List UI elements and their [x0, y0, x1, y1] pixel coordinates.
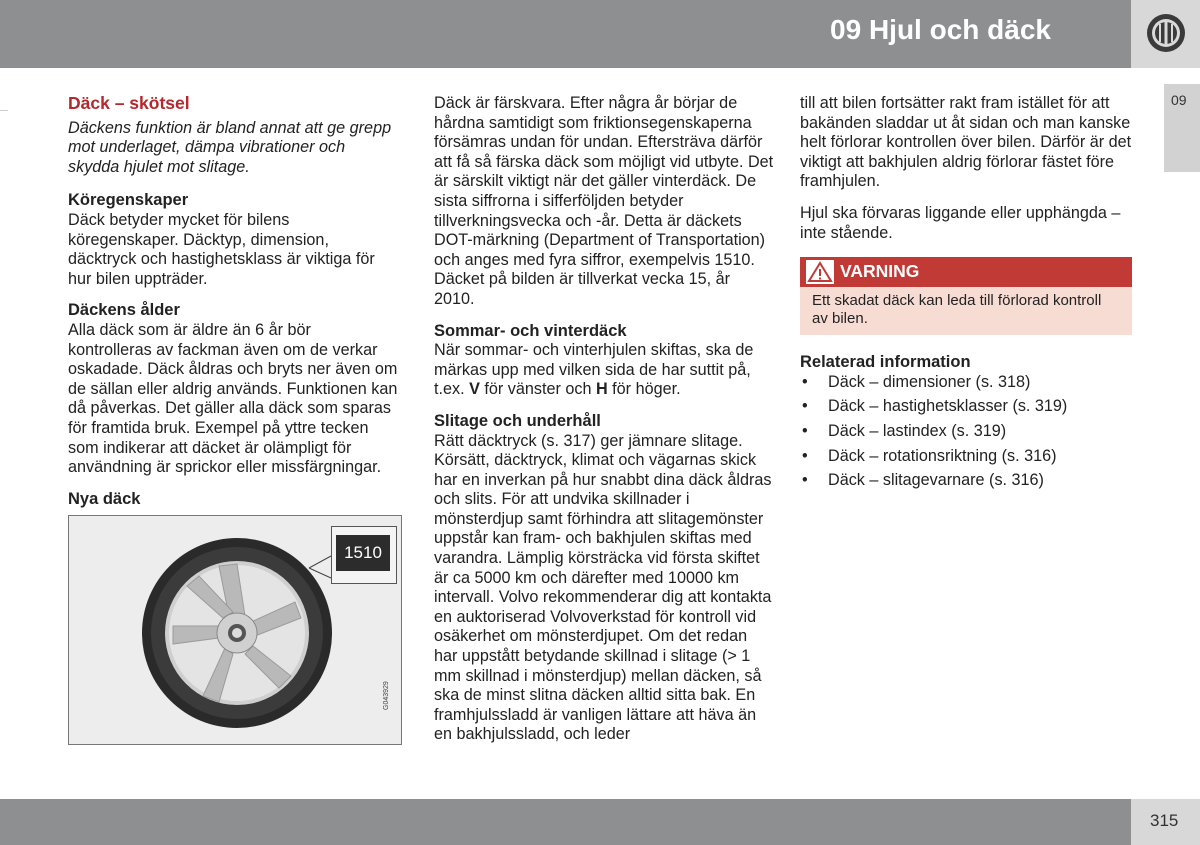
related-info-heading: Relaterad information	[800, 353, 971, 372]
warning-triangle-icon	[806, 260, 834, 289]
heading-slitage: Slitage och underhåll	[434, 411, 601, 430]
heading-koregenskaper: Köregenskaper	[68, 191, 189, 210]
paragraph-forvaring: Hjul ska förvaras liggande eller upphängda – inte stående.	[800, 203, 1121, 242]
margin-divider	[0, 110, 8, 111]
heading-dackens-alder: Däckens ålder	[68, 301, 180, 320]
heading-nya-dack: Nya däck	[68, 489, 141, 508]
figure-code: G043929	[383, 681, 390, 711]
text-part: När sommar- och vinterhjulen skiftas, ska de märkas upp med vilken sida de har suttit på, t.ex.	[434, 341, 754, 399]
tire-illustration	[68, 515, 402, 745]
paragraph-farskvara: Däck är färskvara. Efter några år börjar de hårdna samtidigt som friktionsegenskaperna försämras undan för undan. Eftersträva därför att få så färska däck som möjligt vid utbyte. Det är särskilt viktigt när det gäller vinterdäck. De sista siffrorna i sifferföljden betyder tillverkningsvecka och -år. Detta är däckets DOT-märkning (Department of Transportation) och anges med fyra siffror, exempelvis 1510. Däcket på bilden är tillverkat vecka 15, år 2010.	[434, 94, 774, 308]
related-link[interactable]: • Däck – lastindex (s. 319)	[800, 422, 1132, 442]
paragraph-koregenskaper: Däck betyder mycket för bilens köregenskaper. Däcktyp, dimension, däcktryck och hastighetsklass är viktiga för hur bilen uppträder.	[68, 210, 375, 288]
column-1	[68, 94, 398, 745]
warning-title: VARNING	[840, 261, 920, 282]
paragraph-sommar-vinter	[434, 341, 774, 400]
related-link[interactable]: • Däck – slitagevarnare (s. 316)	[800, 471, 1132, 491]
dot-callout	[331, 526, 397, 584]
section-intro: Däckens funktion är bland annat att ge grepp mot underlaget, dämpa vibrationer och skydda hjulet mot slitage.	[68, 118, 392, 176]
section-title: Däck – skötsel	[68, 93, 190, 113]
column-2	[434, 94, 774, 757]
paragraph-sladd: till att bilen fortsätter rakt fram istället för att bakänden sladdar ut åt sidan och man kanske helt förlorar kontrollen över bilen. Därför är det viktigt att bakhjulen aldrig förlorar fästet före framhjulen.	[800, 94, 1132, 191]
paragraph-dackens-alder: Alla däck som är äldre än 6 år bör kontrolleras av fackman även om de verkar oskadade. Däck åldras och bryts ner även om de sällan eller aldrig används. Funktionen kan då påverkas. Det gäller alla däck som sparas för framtida bruk. Exempel på yttre tecken som indikerar att däcket är olämpligt för användning är sprickor eller missfärgningar.	[68, 320, 398, 477]
column-3	[800, 94, 1132, 496]
text-part: för höger.	[607, 380, 681, 399]
chapter-title: 09 Hjul och däck	[830, 14, 1051, 45]
dot-code-label: 1510	[336, 535, 390, 571]
tire-icon	[1145, 12, 1187, 59]
footer-bar	[0, 799, 1200, 845]
text-bold-h: H	[595, 380, 608, 399]
related-link[interactable]: • Däck – rotationsriktning (s. 316)	[800, 447, 1132, 467]
related-info-list	[800, 373, 1132, 491]
chapter-tab-label: 09	[1171, 92, 1187, 108]
page-number: 315	[1150, 811, 1179, 830]
warning-header	[800, 257, 1132, 287]
warning-box	[800, 257, 1132, 335]
related-link[interactable]: • Däck – dimensioner (s. 318)	[800, 373, 1132, 393]
header-bar	[0, 0, 1131, 68]
paragraph-slitage: Rätt däcktryck (s. 317) ger jämnare slitage. Körsätt, däcktryck, klimat och vägarnas skick har en inverkan på hur snabbt dina däck åldras och slits. För att undvika skillnader i mönsterdjup samt förhindra att slitagemönster uppstår kan fram- och bakhjulen skiftas med varandra. Lämplig körsträcka vid första skiftet är ca 5000 km och därefter med 10000 km intervall. Volvo rekommenderar dig att kontakta en auktoriserad Volvoverkstad för kontroll vid osäkerhet om mönsterdjupet. Om det redan har uppstått betydande skillnad i slitage (> 1 mm skillnad i mönsterdjup) mellan däcken, så ska de minst slitna däcken alltid sitta bak. En framhjulssladd är vanligen lättare att häva än en bakhjulssladd, och leder	[434, 431, 772, 744]
chapter-icon-box	[1131, 0, 1200, 68]
related-link[interactable]: • Däck – hastighetsklasser (s. 319)	[800, 397, 1132, 417]
text-bold-v: V	[469, 380, 480, 399]
warning-text: Ett skadat däck kan leda till förlorad kontroll av bilen.	[812, 292, 1102, 327]
heading-sommar-vinter: Sommar- och vinterdäck	[434, 321, 627, 340]
text-part: för vänster och	[479, 380, 596, 399]
